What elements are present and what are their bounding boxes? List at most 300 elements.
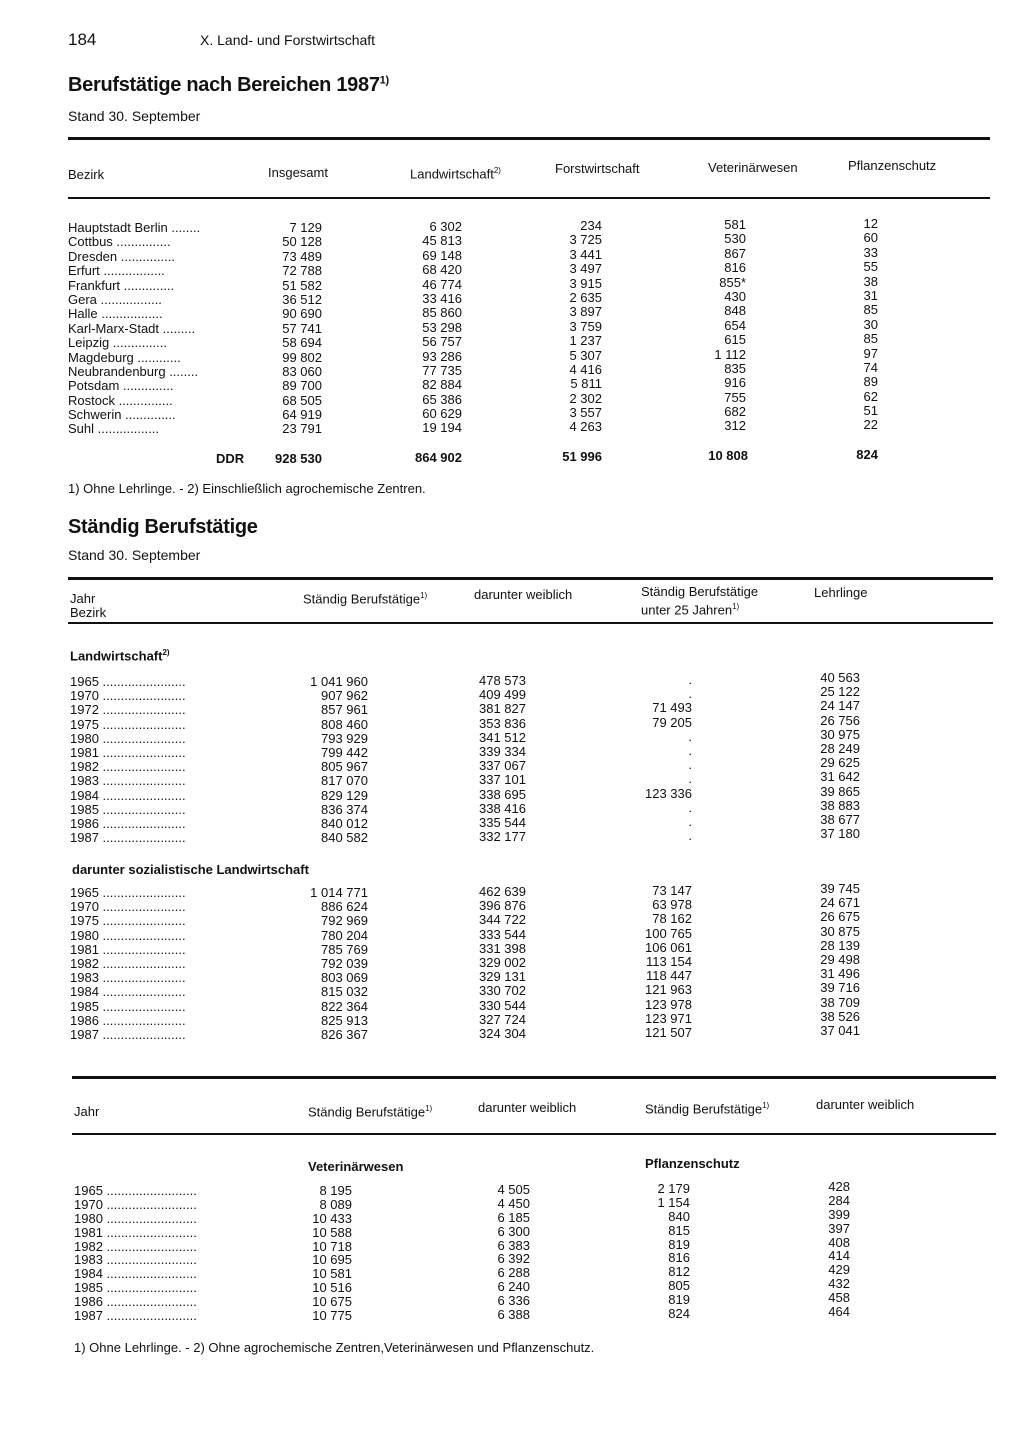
lehrlinge-cell: 31 496 — [820, 966, 860, 982]
unter25-cell: 121 507 — [645, 1024, 692, 1040]
staendig-cell: 840 012 — [321, 815, 368, 831]
lehrlinge-cell: 37 041 — [820, 1022, 860, 1038]
jahr-cell: 1986 ......................... — [74, 1294, 197, 1310]
table-row — [68, 287, 888, 307]
table-row — [74, 1262, 864, 1282]
veterinaerwesen-cell: 530 — [724, 231, 746, 247]
table-row — [68, 417, 888, 437]
lehrlinge-cell: 24 671 — [820, 895, 860, 911]
bezirk-cell: Hauptstadt Berlin ........ — [68, 220, 201, 235]
table1-header-rule — [68, 197, 990, 199]
insgesamt-cell: 7 129 — [289, 220, 322, 235]
table-row — [68, 359, 888, 379]
weiblich-cell: 396 876 — [479, 898, 526, 914]
pflanzenschutz-cell: 89 — [863, 374, 878, 390]
forstwirtschaft-cell: 3 759 — [569, 318, 602, 334]
pflanzenschutz-cell: 12 — [863, 216, 878, 231]
pfl-staendig-cell: 812 — [668, 1264, 690, 1280]
weiblich-cell: 329 002 — [479, 954, 526, 970]
table-row — [70, 895, 880, 915]
unter25-cell: 121 963 — [645, 982, 692, 998]
forstwirtschaft-cell: 4 263 — [569, 419, 602, 435]
unter25-cell: 79 205 — [652, 714, 692, 730]
bezirk-cell: Halle ................. — [68, 306, 163, 322]
forstwirtschaft-cell: 234 — [580, 218, 602, 233]
t1-col-insgesamt: Insgesamt — [268, 165, 328, 180]
forstwirtschaft-cell: 3 497 — [569, 261, 602, 277]
weiblich-cell: 335 544 — [479, 814, 526, 830]
t2-section1-label — [70, 648, 170, 663]
t2-col-staendig-text: Ständig Berufstätige — [303, 591, 421, 607]
unter25-cell: . — [688, 799, 692, 815]
table1-title — [68, 74, 389, 97]
lehrlinge-cell: 30 975 — [820, 726, 860, 742]
jahr-cell: 1982 ....................... — [70, 759, 186, 775]
staendig-cell: 1 041 960 — [310, 674, 368, 689]
weiblich-cell: 330 544 — [479, 997, 526, 1013]
vet-staendig-cell: 10 581 — [312, 1266, 352, 1282]
lehrlinge-cell: 25 122 — [820, 684, 860, 700]
weiblich-cell: 337 101 — [479, 772, 526, 788]
table1-title-text: Berufstätige nach Bereichen 1987 — [68, 74, 380, 96]
lehrlinge-cell: 31 642 — [820, 769, 860, 785]
jahr-cell: 1982 ......................... — [74, 1238, 197, 1254]
unter25-cell: 73 147 — [652, 883, 692, 898]
pfl-staendig-cell: 1 154 — [657, 1194, 690, 1210]
unter25-cell: . — [688, 686, 692, 702]
t2-col-jahr: Jahr — [70, 591, 96, 606]
vet-staendig-cell: 10 433 — [312, 1210, 352, 1226]
page-number: 184 — [68, 30, 97, 49]
table-row — [70, 783, 880, 803]
t1-total-label: DDR — [216, 451, 245, 466]
table-row — [74, 1234, 864, 1254]
jahr-cell: 1982 ....................... — [70, 955, 186, 971]
table-row — [74, 1206, 864, 1226]
unter25-cell: 123 971 — [645, 1010, 692, 1026]
staendig-cell: 805 967 — [321, 759, 368, 775]
t2-section1-note: 2) — [162, 648, 170, 657]
pfl-weiblich-cell: 284 — [828, 1192, 850, 1208]
jahr-cell: 1984 ....................... — [70, 984, 186, 1000]
weiblich-cell: 339 334 — [479, 743, 526, 759]
jahr-cell: 1970 ....................... — [70, 899, 186, 915]
jahr-cell: 1972 ....................... — [70, 702, 186, 718]
unter25-cell: 123 978 — [645, 996, 692, 1012]
jahr-cell: 1975 ....................... — [70, 913, 186, 929]
weiblich-cell: 324 304 — [479, 1025, 526, 1041]
veterinaerwesen-cell: 654 — [724, 317, 746, 333]
lehrlinge-cell: 26 756 — [820, 712, 860, 728]
jahr-cell: 1975 ....................... — [70, 716, 186, 732]
forstwirtschaft-cell: 3 441 — [569, 246, 602, 262]
table-row — [68, 302, 888, 322]
weiblich-cell: 462 639 — [479, 884, 526, 899]
bezirk-cell: Karl-Marx-Stadt ......... — [68, 320, 196, 336]
jahr-cell: 1984 ....................... — [70, 787, 186, 803]
t3-col-staendig-a — [308, 1101, 432, 1119]
staendig-cell: 825 913 — [321, 1012, 368, 1028]
pfl-weiblich-cell: 414 — [828, 1248, 850, 1264]
pflanzenschutz-cell: 31 — [863, 287, 878, 303]
pflanzenschutz-cell: 51 — [863, 403, 878, 419]
table-row — [68, 316, 888, 336]
vet-staendig-cell: 10 675 — [312, 1294, 352, 1310]
weiblich-cell: 478 573 — [479, 673, 526, 688]
t2-col-unter25 — [641, 584, 758, 617]
veterinaerwesen-cell: 312 — [724, 418, 746, 434]
jahr-cell: 1981 ......................... — [74, 1224, 197, 1240]
table-row — [70, 726, 880, 746]
landwirtschaft-cell: 77 735 — [422, 362, 462, 378]
pflanzenschutz-cell: 55 — [863, 259, 878, 275]
jahr-cell: 1981 ....................... — [70, 941, 186, 957]
forstwirtschaft-cell: 3 725 — [569, 232, 602, 248]
insgesamt-cell: 51 582 — [282, 277, 322, 293]
pfl-weiblich-cell: 397 — [828, 1220, 850, 1236]
forstwirtschaft-cell: 3 557 — [569, 405, 602, 421]
t2-section1-label-text: Landwirtschaft — [70, 648, 163, 664]
insgesamt-cell: 83 060 — [282, 363, 322, 379]
table-row — [74, 1220, 864, 1240]
pflanzenschutz-cell: 22 — [863, 417, 878, 433]
jahr-cell: 1965 ....................... — [70, 674, 186, 689]
t1-col-forstwirtschaft: Forstwirtschaft — [555, 161, 640, 176]
table-row — [70, 698, 880, 718]
jahr-cell: 1980 ....................... — [70, 927, 186, 943]
unter25-cell: 63 978 — [652, 897, 692, 913]
t3-col-staendig-b-note: 1) — [762, 1101, 770, 1110]
table-row — [68, 345, 888, 365]
pflanzenschutz-cell: 60 — [863, 230, 878, 246]
table2-section1-body — [70, 670, 880, 846]
staendig-cell: 826 367 — [321, 1026, 368, 1042]
vet-weiblich-cell: 6 336 — [497, 1293, 530, 1309]
weiblich-cell: 331 398 — [479, 940, 526, 956]
pfl-weiblich-cell: 399 — [828, 1206, 850, 1222]
veterinaerwesen-cell: 615 — [724, 332, 746, 348]
landwirtschaft-cell: 85 860 — [422, 305, 462, 321]
table3-footnote: 1) Ohne Lehrlinge. - 2) Ohne agrochemische Zentren,Veterinärwesen und Pflanzenschutz. — [74, 1340, 595, 1355]
pfl-staendig-cell: 819 — [668, 1292, 690, 1308]
table-row — [70, 826, 880, 846]
table-row — [68, 374, 888, 394]
forstwirtschaft-cell: 2 635 — [569, 289, 602, 305]
table1-top-rule — [68, 137, 990, 140]
lehrlinge-cell: 39 745 — [820, 881, 860, 896]
vet-staendig-cell: 10 695 — [312, 1252, 352, 1268]
unter25-cell: . — [688, 757, 692, 773]
veterinaerwesen-cell: 816 — [724, 260, 746, 276]
pfl-staendig-cell: 816 — [668, 1250, 690, 1266]
jahr-cell: 1987 ......................... — [74, 1308, 197, 1324]
table-row — [70, 909, 880, 929]
veterinaerwesen-cell: 835 — [724, 360, 746, 376]
veterinaerwesen-cell: 1 112 — [714, 346, 746, 362]
weiblich-cell: 329 131 — [479, 969, 526, 985]
table-row — [70, 755, 880, 775]
vet-staendig-cell: 10 516 — [312, 1280, 352, 1296]
forstwirtschaft-cell: 2 302 — [569, 390, 602, 406]
bezirk-cell: Leipzig ............... — [68, 335, 167, 351]
weiblich-cell: 353 836 — [479, 715, 526, 731]
unter25-cell: 71 493 — [652, 700, 692, 716]
forstwirtschaft-cell: 4 416 — [569, 361, 602, 377]
table-row — [70, 684, 880, 704]
vet-weiblich-cell: 6 392 — [497, 1251, 530, 1267]
unter25-cell: 78 162 — [652, 911, 692, 927]
t3-col-jahr: Jahr — [74, 1104, 100, 1119]
veterinaerwesen-cell: 916 — [724, 375, 746, 391]
pflanzenschutz-cell: 74 — [863, 359, 878, 375]
lehrlinge-cell: 40 563 — [820, 670, 860, 685]
pfl-weiblich-cell: 408 — [828, 1234, 850, 1250]
veterinaerwesen-cell: 430 — [724, 288, 746, 304]
staendig-cell: 907 962 — [321, 688, 368, 704]
forstwirtschaft-cell: 3 915 — [569, 275, 602, 291]
vet-staendig-cell: 10 718 — [312, 1238, 352, 1254]
table3-header-rule — [72, 1133, 996, 1135]
jahr-cell: 1970 ....................... — [70, 688, 186, 704]
staendig-cell: 1 014 771 — [310, 885, 368, 900]
staendig-cell: 822 364 — [321, 998, 368, 1014]
t3-group-veterinaerwesen: Veterinärwesen — [308, 1159, 404, 1174]
table-row — [70, 769, 880, 789]
t3-col-staendig-b-text: Ständig Berufstätige — [645, 1101, 763, 1117]
table3-body — [74, 1179, 864, 1324]
insgesamt-cell: 64 919 — [282, 407, 322, 423]
t3-col-weiblich-a: darunter weiblich — [478, 1100, 577, 1115]
table1-subtitle: Stand 30. September — [68, 108, 201, 124]
table-row — [74, 1179, 864, 1198]
table-row — [74, 1276, 864, 1296]
t1-col-landwirtschaft — [410, 163, 501, 181]
weiblich-cell: 381 827 — [479, 701, 526, 717]
veterinaerwesen-cell: 867 — [724, 245, 746, 261]
jahr-cell: 1984 ......................... — [74, 1266, 197, 1282]
staendig-cell: 793 929 — [321, 730, 368, 746]
pfl-weiblich-cell: 458 — [828, 1290, 850, 1306]
vet-weiblich-cell: 4 505 — [497, 1182, 530, 1197]
vet-staendig-cell: 8 195 — [319, 1183, 352, 1198]
insgesamt-cell: 36 512 — [282, 291, 322, 307]
landwirtschaft-cell: 65 386 — [422, 391, 462, 407]
veterinaerwesen-cell: 682 — [724, 404, 746, 420]
jahr-cell: 1965 ......................... — [74, 1183, 197, 1198]
jahr-cell: 1980 ......................... — [74, 1210, 197, 1226]
weiblich-cell: 327 724 — [479, 1011, 526, 1027]
insgesamt-cell: 50 128 — [282, 234, 322, 250]
table-row — [68, 388, 888, 408]
table-row — [70, 923, 880, 943]
table-row — [74, 1192, 864, 1212]
table-row — [70, 966, 880, 986]
forstwirtschaft-cell: 3 897 — [569, 304, 602, 320]
table-row — [70, 980, 880, 1000]
t1-col-bezirk: Bezirk — [68, 167, 105, 182]
unter25-cell: . — [688, 828, 692, 844]
weiblich-cell: 338 695 — [479, 786, 526, 802]
insgesamt-cell: 89 700 — [282, 378, 322, 394]
weiblich-cell: 333 544 — [479, 926, 526, 942]
table-row — [68, 216, 888, 235]
landwirtschaft-cell: 19 194 — [422, 420, 462, 436]
table-row — [68, 273, 888, 293]
landwirtschaft-cell: 82 884 — [422, 377, 462, 393]
t2-section2-label: darunter sozialistische Landwirtschaft — [72, 862, 309, 877]
t2-col-unter25-line2: unter 25 Jahren — [641, 602, 733, 618]
table-row — [74, 1304, 864, 1324]
lehrlinge-cell: 28 139 — [820, 937, 860, 953]
table2-subtitle: Stand 30. September — [68, 547, 201, 563]
landwirtschaft-cell: 68 420 — [422, 262, 462, 278]
bezirk-cell: Dresden ............... — [68, 248, 175, 264]
insgesamt-cell: 68 505 — [282, 392, 322, 408]
insgesamt-cell: 58 694 — [282, 335, 322, 351]
table2-section2-body — [70, 881, 880, 1042]
table2-header-rule — [68, 622, 993, 624]
lehrlinge-cell: 24 147 — [820, 698, 860, 714]
vet-weiblich-cell: 6 300 — [497, 1223, 530, 1239]
unter25-cell: . — [688, 813, 692, 829]
weiblich-cell: 341 512 — [479, 729, 526, 745]
weiblich-cell: 338 416 — [479, 800, 526, 816]
staendig-cell: 817 070 — [321, 773, 368, 789]
landwirtschaft-cell: 60 629 — [422, 406, 462, 422]
vet-staendig-cell: 8 089 — [319, 1196, 352, 1212]
table-row — [74, 1290, 864, 1310]
landwirtschaft-cell: 69 148 — [422, 247, 462, 263]
jahr-cell: 1983 ....................... — [70, 773, 186, 789]
bezirk-cell: Frankfurt .............. — [68, 277, 175, 293]
t2-col-weiblich: darunter weiblich — [474, 587, 573, 602]
unter25-cell: 106 061 — [645, 939, 692, 955]
unter25-cell: . — [688, 672, 692, 687]
table-row — [70, 937, 880, 957]
jahr-cell: 1965 ....................... — [70, 885, 186, 900]
table1-footnote: 1) Ohne Lehrlinge. - 2) Einschließlich agrochemische Zentren. — [68, 481, 426, 496]
vet-staendig-cell: 10 588 — [312, 1224, 352, 1240]
t1-total-landwirtschaft: 864 902 — [415, 450, 462, 465]
staendig-cell: 836 374 — [321, 801, 368, 817]
pflanzenschutz-cell: 97 — [863, 345, 878, 361]
t3-col-staendig-a-note: 1) — [425, 1104, 433, 1113]
landwirtschaft-cell: 53 298 — [422, 319, 462, 335]
weiblich-cell: 344 722 — [479, 912, 526, 928]
veterinaerwesen-cell: 581 — [724, 217, 746, 232]
staendig-cell: 799 442 — [321, 744, 368, 760]
table2-top-rule — [68, 577, 993, 580]
staendig-cell: 829 129 — [321, 787, 368, 803]
bezirk-cell: Neubrandenburg ........ — [68, 363, 199, 379]
landwirtschaft-cell: 6 302 — [429, 219, 462, 234]
t2-col-unter25-line1: Ständig Berufstätige — [641, 584, 759, 599]
vet-weiblich-cell: 6 388 — [497, 1307, 530, 1323]
t2-col-staendig-note: 1) — [420, 591, 428, 600]
unter25-cell: . — [688, 771, 692, 787]
lehrlinge-cell: 29 625 — [820, 755, 860, 771]
table-row — [70, 881, 880, 900]
vet-staendig-cell: 10 775 — [312, 1308, 352, 1324]
vet-weiblich-cell: 6 185 — [497, 1209, 530, 1225]
table-row — [70, 712, 880, 732]
staendig-cell: 785 769 — [321, 941, 368, 957]
pfl-staendig-cell: 819 — [668, 1236, 690, 1252]
jahr-cell: 1983 ......................... — [74, 1252, 197, 1268]
t2-col-bezirk: Bezirk — [70, 605, 107, 620]
t3-group-pflanzenschutz: Pflanzenschutz — [645, 1156, 740, 1171]
t2-col-unter25-line2b — [641, 599, 758, 617]
unter25-cell: 100 765 — [645, 925, 692, 941]
jahr-cell: 1985 ......................... — [74, 1280, 197, 1296]
insgesamt-cell: 99 802 — [282, 349, 322, 365]
vet-weiblich-cell: 6 288 — [497, 1265, 530, 1281]
t2-col-lehrlinge: Lehrlinge — [814, 585, 868, 600]
bezirk-cell: Erfurt ................. — [68, 263, 165, 279]
lehrlinge-cell: 38 677 — [820, 811, 860, 827]
lehrlinge-cell: 37 180 — [820, 826, 860, 842]
table-row — [68, 230, 888, 250]
lehrlinge-cell: 28 249 — [820, 740, 860, 756]
lehrlinge-cell: 38 883 — [820, 797, 860, 813]
insgesamt-cell: 57 741 — [282, 320, 322, 336]
unter25-cell: . — [688, 728, 692, 744]
pflanzenschutz-cell: 30 — [863, 316, 878, 332]
t3-col-staendig-b — [645, 1098, 769, 1116]
pfl-weiblich-cell: 428 — [828, 1179, 850, 1194]
t3-col-staendig-a-text: Ständig Berufstätige — [308, 1104, 426, 1120]
lehrlinge-cell: 30 875 — [820, 923, 860, 939]
pflanzenschutz-cell: 38 — [863, 273, 878, 289]
weiblich-cell: 337 067 — [479, 758, 526, 774]
bezirk-cell: Gera ................. — [68, 291, 162, 307]
staendig-cell: 792 969 — [321, 913, 368, 929]
weiblich-cell: 332 177 — [479, 829, 526, 845]
insgesamt-cell: 23 791 — [282, 421, 322, 437]
bezirk-cell: Magdeburg ............ — [68, 349, 181, 365]
forstwirtschaft-cell: 1 237 — [569, 333, 602, 349]
landwirtschaft-cell: 93 286 — [422, 348, 462, 364]
veterinaerwesen-cell: 755 — [724, 389, 746, 405]
bezirk-cell: Potsdam .............. — [68, 378, 174, 394]
staendig-cell: 808 460 — [321, 716, 368, 732]
unter25-cell: 123 336 — [645, 785, 692, 801]
table-row — [70, 951, 880, 971]
lehrlinge-cell: 29 498 — [820, 951, 860, 967]
lehrlinge-cell: 39 716 — [820, 980, 860, 996]
landwirtschaft-cell: 45 813 — [422, 233, 462, 249]
bezirk-cell: Cottbus ............... — [68, 234, 171, 250]
bezirk-cell: Rostock ............... — [68, 392, 173, 408]
bezirk-cell: Suhl ................. — [68, 421, 160, 437]
jahr-cell: 1986 ....................... — [70, 1012, 186, 1028]
table1-title-note: 1) — [379, 74, 389, 87]
t1-total-insgesamt: 928 530 — [275, 451, 322, 466]
bezirk-cell: Schwerin .............. — [68, 407, 176, 423]
staendig-cell: 792 039 — [321, 955, 368, 971]
table-row — [70, 1008, 880, 1028]
t1-total-veterinaerwesen: 10 808 — [708, 448, 748, 463]
jahr-cell: 1985 ....................... — [70, 801, 186, 817]
jahr-cell: 1986 ....................... — [70, 815, 186, 831]
jahr-cell: 1985 ....................... — [70, 998, 186, 1014]
lehrlinge-cell: 38 709 — [820, 994, 860, 1010]
t1-col-landwirtschaft-note: 2) — [493, 166, 501, 175]
jahr-cell: 1980 ....................... — [70, 730, 186, 746]
t1-col-pflanzenschutz: Pflanzenschutz — [848, 158, 937, 173]
vet-weiblich-cell: 6 240 — [497, 1279, 530, 1295]
landwirtschaft-cell: 56 757 — [422, 334, 462, 350]
